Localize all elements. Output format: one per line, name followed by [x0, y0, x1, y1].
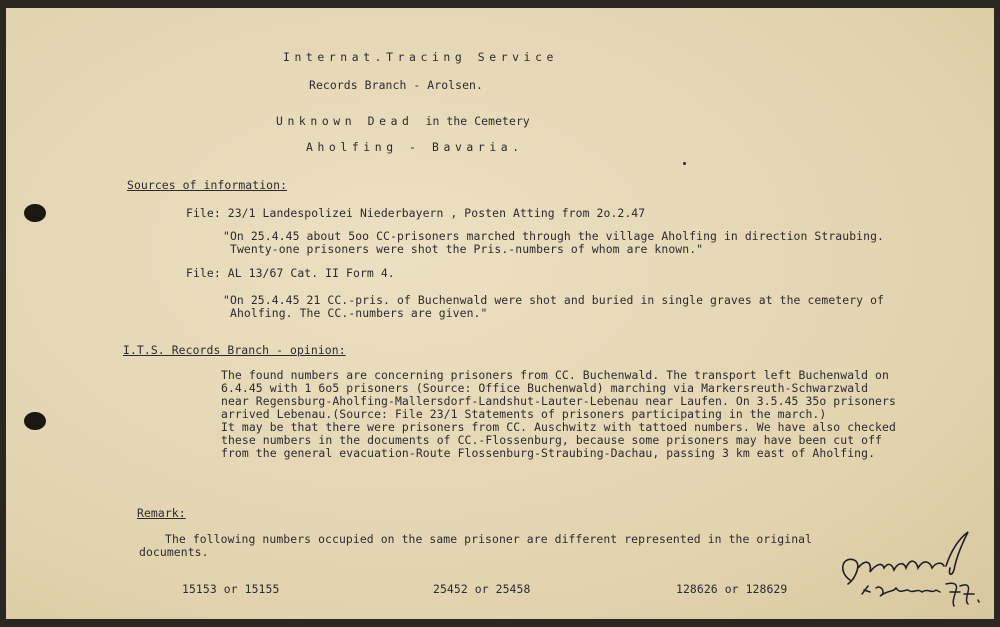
- sources-heading: Sources of information:: [127, 178, 288, 192]
- remark-line-1: The following numbers occupied on the same prisoner are different represented in the original: [165, 532, 813, 546]
- quote-2-line-2: Aholfing. The CC.-numbers are given.": [230, 306, 488, 320]
- remark-line-2: documents.: [139, 545, 209, 559]
- remark-number-pair: 25452 or 25458: [433, 582, 531, 596]
- header-subject: [276, 115, 530, 128]
- ink-dot: [683, 162, 686, 165]
- quote-1-line-2: Twenty-one prisoners were shot the Pris.-numbers of whom are known.": [230, 242, 704, 256]
- quote-1-line-1: "On 25.4.45 about 5oo CC-prisoners marched through the village Aholfing in direction Straubing.: [223, 229, 884, 243]
- header-org: Internat.Tracing Service: [283, 50, 558, 64]
- opinion-line: The found numbers are concerning prisoners from CC. Buchenwald. The transport left Buchenwald on: [221, 368, 889, 382]
- opinion-heading: I.T.S. Records Branch - opinion:: [123, 343, 346, 357]
- source-file-2: File: AL 13/67 Cat. II Form 4.: [186, 266, 395, 280]
- header-subject-spaced: Unknown Dead: [276, 114, 414, 128]
- header-place: Aholfing - Bavaria.: [306, 140, 524, 154]
- opinion-line: these numbers in the documents of CC.-Flossenburg, because some prisoners may have been cut off: [221, 433, 882, 447]
- handwritten-signature: [832, 528, 992, 608]
- punch-hole-top: [24, 204, 46, 222]
- remark-heading: Remark:: [137, 506, 186, 520]
- quote-2-line-1: "On 25.4.45 21 CC.-pris. of Buchenwald were shot and buried in single graves at the cemetery of: [223, 293, 884, 307]
- document-page: [6, 8, 994, 619]
- opinion-line: near Regensburg-Aholfing-Mallersdorf-Landshut-Lauter-Lebenau near Laufen. On 3.5.45 35o prisoners: [221, 394, 896, 408]
- opinion-line: It may be that there were prisoners from CC. Auschwitz with tattoed numbers. We have also checked: [221, 420, 896, 434]
- header-branch: Records Branch - Arolsen.: [309, 78, 483, 92]
- opinion-line: arrived Lebenau.(Source: File 23/1 Statements of prisoners participating in the march.): [221, 407, 827, 421]
- source-file-1: File: 23/1 Landespolizei Niederbayern , Posten Atting from 2o.2.47: [186, 206, 646, 220]
- remark-number-pair: 15153 or 15155: [182, 582, 280, 596]
- header-subject-rest: in the Cemetery: [425, 114, 530, 128]
- remark-number-pair: 128626 or 128629: [676, 582, 788, 596]
- opinion-line: 6.4.45 with 1 6o5 prisoners (Source: Office Buchenwald) marching via Markersreuth-Schwarzwald: [221, 381, 869, 395]
- opinion-line: from the general evacuation-Route Flossenburg-Straubing-Dachau, passing 3 km east of Aholfing.: [221, 446, 876, 460]
- punch-hole-bottom: [24, 412, 46, 430]
